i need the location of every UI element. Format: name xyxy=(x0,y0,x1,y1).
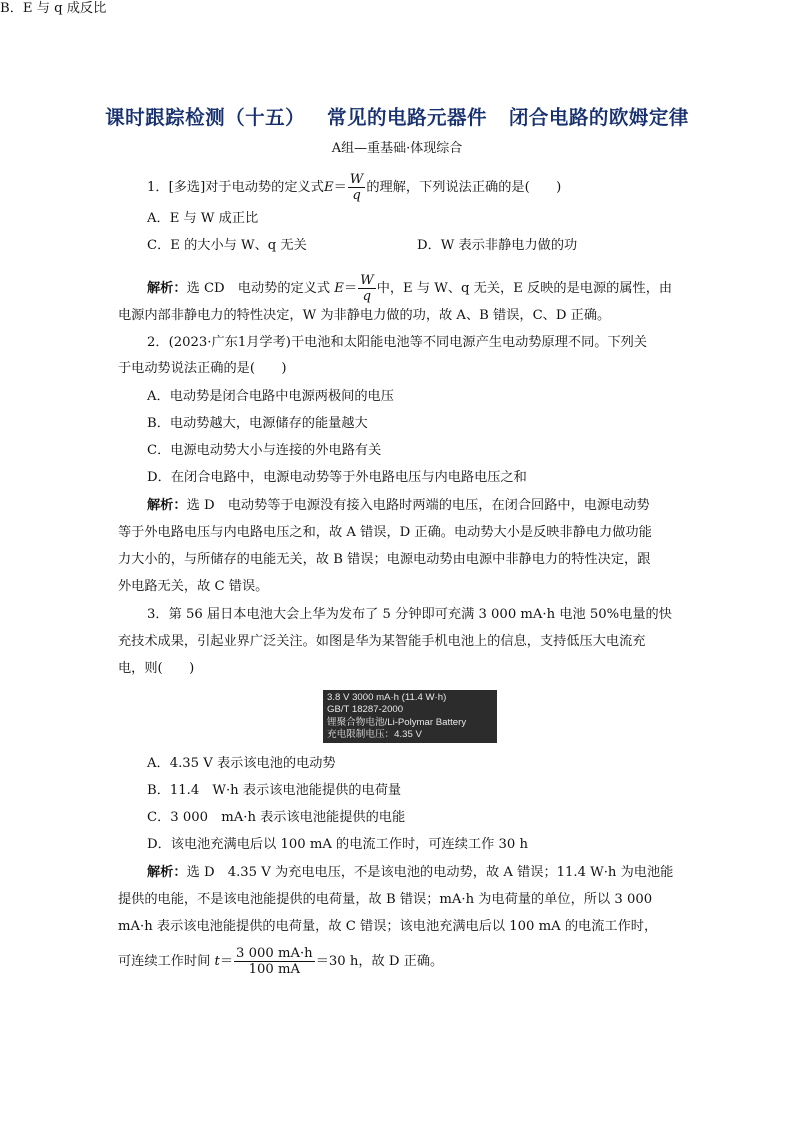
q1-ans-eq-lhs: E xyxy=(334,281,344,296)
q1-answer-tail: 中，E 与 W、q 无关，E 反映的是电源的属性，由 xyxy=(376,281,673,296)
q1-stem-text: 1．[多选]对于电动势的定义式 xyxy=(147,180,324,195)
battery-label-image xyxy=(323,690,497,743)
q1-frac-num: W xyxy=(349,172,364,187)
battery-line-1: 3.8 V 3000 mA·h (11.4 W·h) xyxy=(327,692,447,703)
q2-answer-line2: 等于外电路电压与内电路电压之和，故 A 错误，D 正确。电动势大小是反映非静电力做功能 xyxy=(118,525,652,540)
q3-answer-l4-pre: 可连续工作时间 xyxy=(118,954,215,969)
q3-answer-l4-post: ＝30 h，故 D 正确。 xyxy=(315,954,444,969)
q2-stem-line1: 2．(2023·广东1月学考)干电池和太阳能电池等不同电源产生电动势原理不同。下列关 xyxy=(147,335,648,350)
q3-option-c: C．3 000 mA·h 表示该电池能提供的电能 xyxy=(147,810,406,825)
q1-fraction xyxy=(348,172,366,203)
q3-answer-label: 解析： xyxy=(147,865,187,880)
q3-answer-line3: mA·h 表示该电池能提供的电荷量，故 C 错误；该电池充满电后以 100 mA 的电流工作时， xyxy=(118,919,658,934)
q1-answer-text: 选 CD 电动势的定义式 xyxy=(186,281,335,296)
q1-option-b: B．E 与 q 成反比 xyxy=(0,1,107,16)
q1-frac-den: q xyxy=(352,188,361,203)
q1-option-d: D．W 表示非静电力做的功 xyxy=(417,238,578,253)
q1-ans-frac-den: q xyxy=(362,289,372,304)
battery-line-4: 充电限制电压：4.35 V xyxy=(327,729,422,741)
q3-stem-line2: 充技术成果，引起业界广泛关注。如图是华为某智能手机电池上的信息，支持低压大电流充 xyxy=(118,634,646,649)
section-subtitle: A组—重基础·体现综合 xyxy=(331,141,463,156)
q3-option-a: A．4.35 V 表示该电池的电动势 xyxy=(147,756,336,771)
q3-answer-line4 xyxy=(118,946,443,977)
q2-option-b: B．电动势越大，电源储存的能量越大 xyxy=(147,416,368,431)
q3-ans-fraction xyxy=(234,946,315,977)
q2-option-a: A．电动势是闭合电路中电源两极间的电压 xyxy=(147,389,394,404)
page-title: 课时跟踪检测（十五） 常见的电路元器件 闭合电路的欧姆定律 xyxy=(105,106,689,129)
q1-answer-label: 解析： xyxy=(147,281,187,296)
q2-option-c: C．电源电动势大小与连接的外电路有关 xyxy=(147,443,382,458)
q2-option-d: D．在闭合电路中，电源电动势等于外电路电压与内电路电压之和 xyxy=(147,470,527,485)
q2-answer-label: 解析： xyxy=(147,498,187,513)
q1-option-a: A．E 与 W 成正比 xyxy=(147,211,259,226)
q3-frac-den: 100 mA xyxy=(248,962,301,977)
q2-stem-line2: 于电动势说法正确的是( ) xyxy=(118,361,287,376)
q1-answer-line1 xyxy=(147,273,672,304)
q1-ans-frac-num: W xyxy=(360,273,374,288)
q3-option-d: D．该电池充满电后以 100 mA 的电流工作时，可连续工作 30 h xyxy=(147,837,528,852)
q3-stem-line3: 电，则( ) xyxy=(118,661,195,676)
q1-eq-lhs: E xyxy=(323,180,334,195)
q1-ans-eq-sign: ＝ xyxy=(343,281,358,296)
q2-answer-line1 xyxy=(147,497,650,515)
q3-ans-eq-sign: ＝ xyxy=(219,954,234,969)
q1-stem-tail: 的理解，下列说法正确的是( ) xyxy=(366,180,562,195)
q3-option-b: B．11.4 W·h 表示该电池能提供的电荷量 xyxy=(147,783,402,798)
q2-answer-text: 选 D 电动势等于电源没有接入电路时两端的电压，在闭合回路中，电源电动势 xyxy=(186,498,650,513)
q1-stem xyxy=(147,172,561,203)
q3-answer-line1 xyxy=(147,864,673,882)
q3-answer-text: 选 D 4.35 V 为充电电压，不是该电池的电动势，故 A 错误；11.4 W·h 为电池能 xyxy=(186,865,674,880)
battery-line-3: 锂聚合物电池/Li-Polymar Battery xyxy=(327,716,467,728)
q2-answer-line3: 力大小的，与所储存的电能无关，故 B 错误；电源电动势由电源中非静电力的特性决定，跟 xyxy=(118,552,651,567)
q3-answer-line2: 提供的电能，不是该电池能提供的电荷量，故 B 错误；mA·h 为电荷量的单位，所以 3 000 xyxy=(118,892,653,907)
q1-answer-line2: 电源内部非静电力的特性决定，W 为非静电力做的功，故 A、B 错误，C、D 正确。 xyxy=(118,308,611,323)
q3-frac-num: 3 000 mA·h xyxy=(236,946,313,961)
q1-option-c: C．E 的大小与 W、q 无关 xyxy=(147,238,307,253)
q3-ans-variable: t xyxy=(214,954,220,969)
q1-ans-fraction xyxy=(358,273,376,304)
q1-eq-sign: ＝ xyxy=(333,180,347,195)
battery-line-2: GB/T 18287-2000 xyxy=(327,704,404,716)
q3-stem-line1: 3．第 56 届日本电池大会上华为发布了 5 分钟即可充满 3 000 mA·h 电池 50%电量的快 xyxy=(147,607,672,622)
q2-answer-line4: 外电路无关，故 C 错误。 xyxy=(118,579,269,594)
